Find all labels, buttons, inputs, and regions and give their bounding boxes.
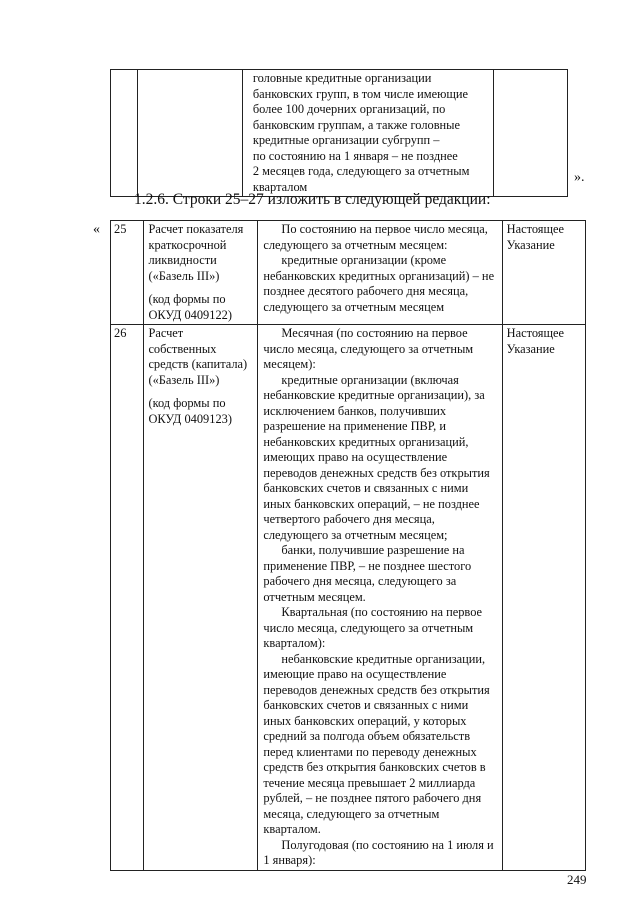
- row-name-cell: [144, 325, 258, 871]
- row-number: 25: [111, 221, 144, 325]
- text-line: по состоянию на 1 января – не позднее: [252, 148, 458, 163]
- report-name: Расчет показателя краткосрочной ликвидности («Базель III»): [148, 222, 244, 283]
- desc-paragraph: Квартальная (по состоянию на первое число месяца, следующего за отчетным кварталом):: [263, 605, 483, 650]
- desc-paragraph: Полугодовая (по состоянию на 1 июля и 1 января):: [263, 837, 494, 867]
- desc-paragraph: кредитные организации (включая небанковские кредитные организации), за исключением банков, получивших разрешение на применение ПВР, и небанковских кредитных организаций, имеющих право на осуществление переводов денежных средств без открытия банковских счетов и связанных с ними иных банковских операций, – не позднее четвертого рабочего дня месяца, следующего за отчетным месяцем;: [263, 372, 490, 542]
- text-line: банковским группам, а также головные: [252, 117, 461, 132]
- closing-quote: ».: [574, 170, 585, 185]
- row-desc-cell: [258, 221, 502, 325]
- page-number: 249: [567, 872, 587, 887]
- desc-paragraph: кредитные организации (кроме небанковских кредитных организаций) – не позднее десятого рабочего дня месяца, следующего за отчетным месяцем: [263, 253, 495, 314]
- desc-paragraph: Месячная (по состоянию на первое число месяца, следующего за отчетным месяцем):: [263, 326, 474, 371]
- row-number: 26: [111, 325, 144, 871]
- desc-paragraph: небанковские кредитные организации, имеющие право на осуществление переводов денежных средств без открытия банковских счетов и связанных с ними иных банковских операций, у которых средний за полгода объем обязательств перед клиентами по переводу денежных средств без открытия банковских счетов в течение месяца превышает 2 миллиарда рублей, – не позднее пятого рабочего дня месяца, следующего за отчетным кварталом.: [263, 651, 490, 836]
- table-row: [111, 70, 568, 197]
- opening-quote: «: [93, 222, 100, 237]
- continued-table: [110, 69, 568, 197]
- text-line: 2 месяцев года, следующего за отчетным: [252, 164, 470, 178]
- form-code: (код формы по ОКУД 0409123): [148, 396, 232, 426]
- form-code: (код формы по ОКУД 0409122): [148, 292, 232, 322]
- text-line: банковских групп, в том числе имеющие: [252, 86, 468, 101]
- desc-paragraph: банки, получившие разрешение на применение ПВР, – не позднее шестого рабочего дня месяца, следующего за отчетным месяцем.: [263, 543, 472, 604]
- row-doc-cell: Настоящее Указание: [502, 325, 585, 871]
- table-cell-desc: [242, 70, 493, 197]
- text-line: более 100 дочерних организаций, по: [252, 102, 446, 116]
- row-name-cell: [144, 221, 258, 325]
- table-row: [111, 325, 586, 871]
- table-cell-num: [111, 70, 138, 197]
- rows-table: [110, 220, 586, 871]
- section-heading: 1.2.6. Строки 25–27 изложить в следующей редакции:: [134, 191, 491, 208]
- row-desc-cell: [258, 325, 502, 871]
- row-doc-cell: Настоящее Указание: [502, 221, 585, 325]
- text-line: кредитные организации субгрупп –: [252, 133, 440, 147]
- table-cell-name: [138, 70, 242, 197]
- desc-paragraph: По состоянию на первое число месяца, следующего за отчетным месяцем:: [263, 222, 488, 252]
- table-cell-doc: [493, 70, 567, 197]
- report-name: Расчет собственных средств (капитала) («Базель III»): [148, 326, 248, 387]
- table-row: [111, 221, 586, 325]
- text-line: кварталом: [252, 179, 308, 194]
- text-line: головные кредитные организации: [252, 71, 432, 85]
